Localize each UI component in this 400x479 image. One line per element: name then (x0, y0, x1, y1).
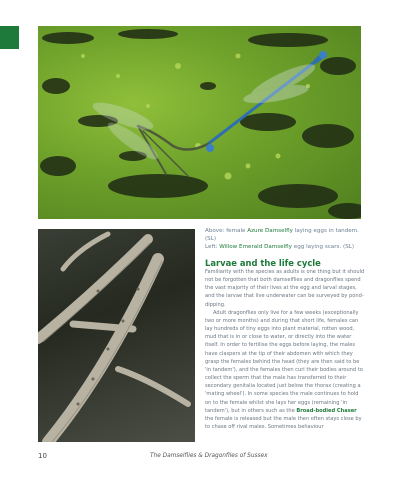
caption-species-azure: Azure Damselfly (247, 228, 293, 234)
photo-willow-emerald-scars (38, 229, 195, 442)
caption-species-willow: Willow Emerald Damselfly (219, 244, 292, 250)
photo-azure-damselfly (38, 26, 361, 219)
caption-left-suffix: egg laying scars. (SL) (292, 244, 355, 250)
page-number: 10 (38, 452, 47, 460)
paragraph-2 (205, 309, 365, 431)
running-title: The Damselflies & Dragonflies of Sussex (150, 453, 268, 459)
paragraph-1: Familiarity with the species as adults is one thing but it should not be forgotten that both damselflies and dragonflies spend the vast majority of their lives at the egg and larval stages, and the larvae that live underwater can be surveyed by pond-dipping. (205, 269, 365, 308)
paragraph-2-continued: the female is released but the male then often stays close by to chase off rival males. Sometimes behaviour (205, 415, 362, 430)
section-tab (0, 26, 19, 49)
caption-left-prefix: Left: (205, 244, 220, 250)
photo-caption (205, 227, 365, 251)
caption-line-above (205, 227, 365, 243)
caption-above-prefix: Above: female (205, 228, 248, 234)
caption-above-suffix: laying eggs in tandem. (SL) (205, 228, 359, 242)
section-heading: Larvae and the life cycle (205, 258, 321, 268)
body-text (205, 268, 365, 431)
species-broad-bodied-chaser: Broad-bodied Chaser (296, 407, 357, 414)
azure-damselfly-illustration (38, 26, 361, 219)
paragraph-2-text: Adult dragonflies only live for a few weeks (exceptionally two or more months) and during that short life, females can lay hundreds of tiny eggs into plant material, rotten wood, mud that is in or close to water, or directly into the water itself. In order to fertilise the eggs before laying, the males have claspers at the tip of their abdomen with which they grasp the females behind the head (they are then said to be 'in tandem'), and the females then curl their bodies around to collect the sperm that the male has transferred to their secondary genitalia located just below the thorax (creating a 'mating wheel'). In some species the male continues to hold on to the female whilst she lays her eggs (remaining 'in tandem'), but in others such as the (205, 309, 363, 414)
twig-illustration (38, 229, 195, 442)
caption-line-left (205, 243, 365, 251)
